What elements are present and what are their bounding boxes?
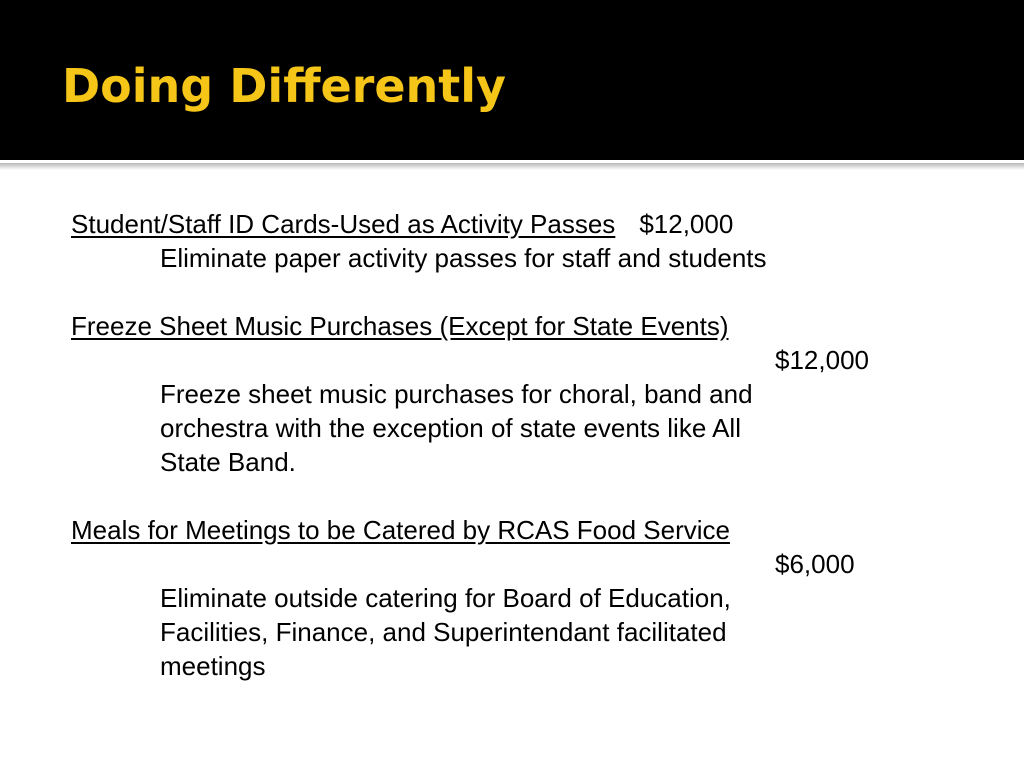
slide-body [71,207,951,683]
item-1-heading-line [71,207,951,241]
item-3-description-line: Facilities, Finance, and Superintendant facilitated [160,617,727,647]
spacer [71,275,951,309]
item-3-description-line: meetings [160,651,266,681]
item-2-description-line: State Band. [160,447,296,477]
item-2-heading: Freeze Sheet Music Purchases (Except for State Events) [71,311,729,341]
title-divider [0,160,1024,170]
item-1-description: Eliminate paper activity passes for staff and students [160,243,767,273]
item-3-heading: Meals for Meetings to be Catered by RCAS Food Service [71,515,730,545]
item-3-description-line: Eliminate outside catering for Board of Education, [160,583,731,613]
spacer [71,479,951,513]
item-2-amount: $12,000 [775,345,869,375]
item-3-amount: $6,000 [775,549,855,579]
item-3-heading-line [71,513,951,547]
item-2-heading-line [71,309,951,343]
item-3-description [71,581,940,683]
item-1-heading: Student/Staff ID Cards-Used as Activity Passes [71,209,616,239]
slide-title: Doing Differently [62,59,507,113]
item-2-description [71,377,940,479]
item-2-description-line: Freeze sheet music purchases for choral, band and [160,379,753,409]
item-2-description-line: orchestra with the exception of state events like All [160,413,741,443]
item-1-amount: $12,000 [639,209,734,239]
